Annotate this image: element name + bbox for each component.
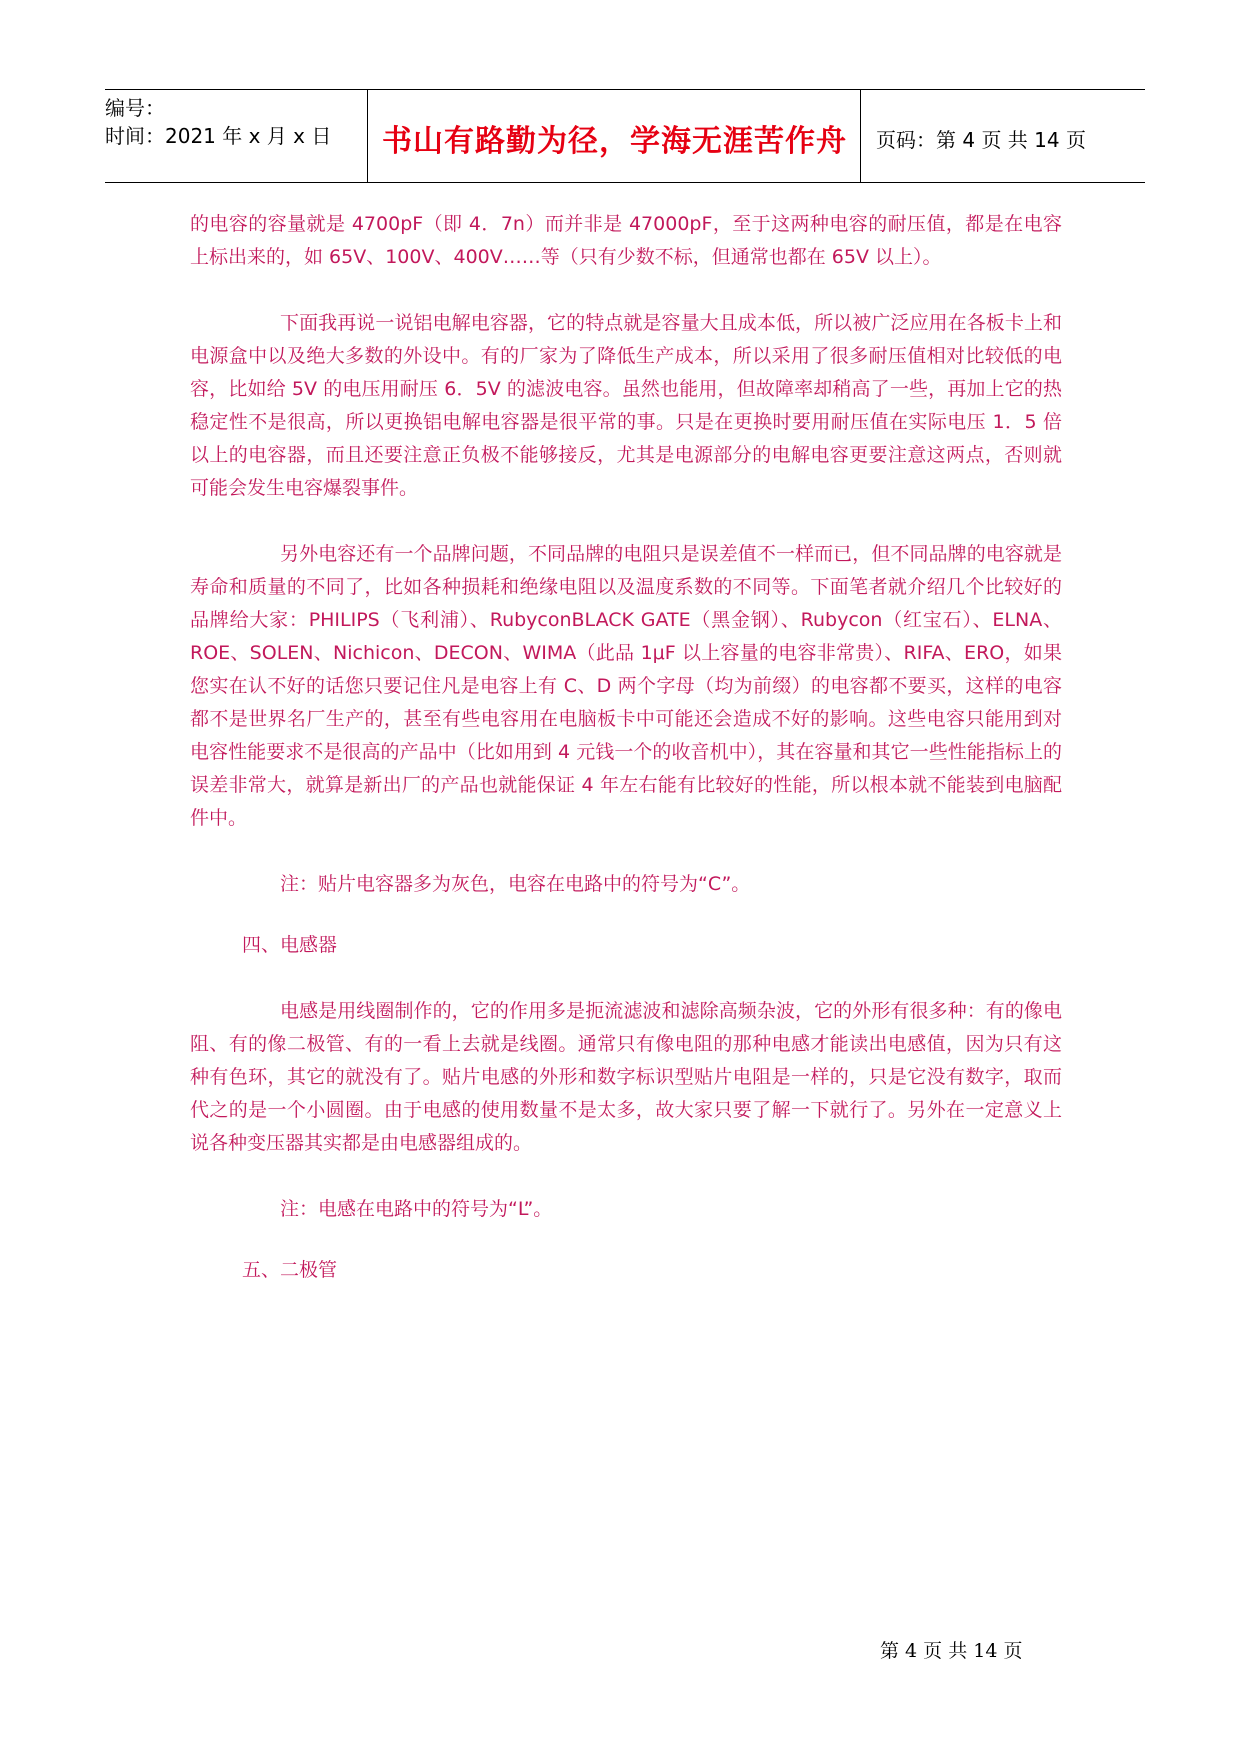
paragraph-capacitor-brands: 另外电容还有一个品牌问题，不同品牌的电阻只是误差值不一样而已，但不同品牌的电容就是寿命和质量的不同了，比如各种损耗和绝缘电阻以及温度系数的不同等。下面笔者就介绍几个比较好的品牌给大家：PHILIPS（飞利浦）、RubyconBLACK GATE（黑金钢）、Rubycon（红宝石）、ELNA、ROE、SOLEN、Nichicon、DECON、WIMA（此品 1μF 以上容量的电容非常贵）、RIFA、ERO，如果您实在认不好的话您只要记住凡是电容上有 C、D 两个字母（均为前缀）的电容都不要买，这样的电容都不是世界名厂生产的，甚至有些电容用在电脑板卡中可能还会造成不好的影响。这些电容只能用到对电容性能要求不是很高的产品中（比如用到 4 元钱一个的收音机中），其在容量和其它一些性能指标上的误差非常大，就算是新出厂的产品也就能保证 4 年左右能有比较好的性能，所以根本就不能装到电脑配件中。: [190, 543, 1062, 829]
document-number-label: 编号：: [105, 96, 165, 120]
note-inductor-symbol: 注：电感在电路中的符号为“L”。: [280, 1198, 553, 1220]
header-page-cell: [862, 90, 1145, 182]
page-footer: 第 4 页 共 14 页: [880, 1640, 1023, 1662]
paragraph-aluminum-electrolytic: 下面我再说一说铝电解电容器，它的特点就是容量大且成本低，所以被广泛应用在各板卡上和电源盒中以及绝大多数的外设中。有的厂家为了降低生产成本，所以采用了很多耐压值相对比较低的电容，比如给 5V 的电压用耐压 6．5V 的滤波电容。虽然也能用，但故障率却稍高了一些，再加上它的热稳定性不是很高，所以更换铝电解电容器是很平常的事。只是在更换时要用耐压值在实际电压 1．5 倍以上的电容器，而且还要注意正负极不能够接反，尤其是电源部分的电解电容更要注意这两点，否则就可能会发生电容爆裂事件。: [190, 312, 1062, 499]
document-body: [190, 208, 1062, 1287]
section-heading-inductor: 四、电感器: [242, 934, 338, 956]
page-header: [105, 89, 1145, 183]
date-label: 时间：2021 年 x 月 x 日: [105, 124, 332, 148]
header-info-cell: [105, 90, 368, 182]
header-page-number: 页码：第 4 页 共 14 页: [876, 128, 1086, 152]
note-capacitor-symbol: 注：贴片电容器多为灰色，电容在电路中的符号为“C”。: [280, 873, 751, 895]
header-motto-cell: [369, 90, 861, 182]
paragraph-inductor: 电感是用线圈制作的，它的作用多是扼流滤波和滤除高频杂波，它的外形有很多种：有的像电阻、有的像二极管、有的一看上去就是线圈。通常只有像电阻的那种电感才能读出电感值，因为只有这种有色环，其它的就没有了。贴片电感的外形和数字标识型贴片电阻是一样的，只是它没有数字，取而代之的是一个小圆圈。由于电感的使用数量不是太多，故大家只要了解一下就行了。另外在一定意义上说各种变压器其实都是由电感器组成的。: [190, 1000, 1062, 1154]
paragraph-capacitance-values: 的电容的容量就是 4700pF（即 4．7n）而并非是 47000pF，至于这两种电容的耐压值，都是在电容上标出来的，如 65V、100V、400V……等（只有少数不标，但通常也都在 65V 以上）。: [190, 213, 1062, 268]
header-motto: 书山有路勤为径，学海无涯苦作舟: [382, 124, 847, 159]
section-heading-diode: 五、二极管: [242, 1259, 338, 1281]
